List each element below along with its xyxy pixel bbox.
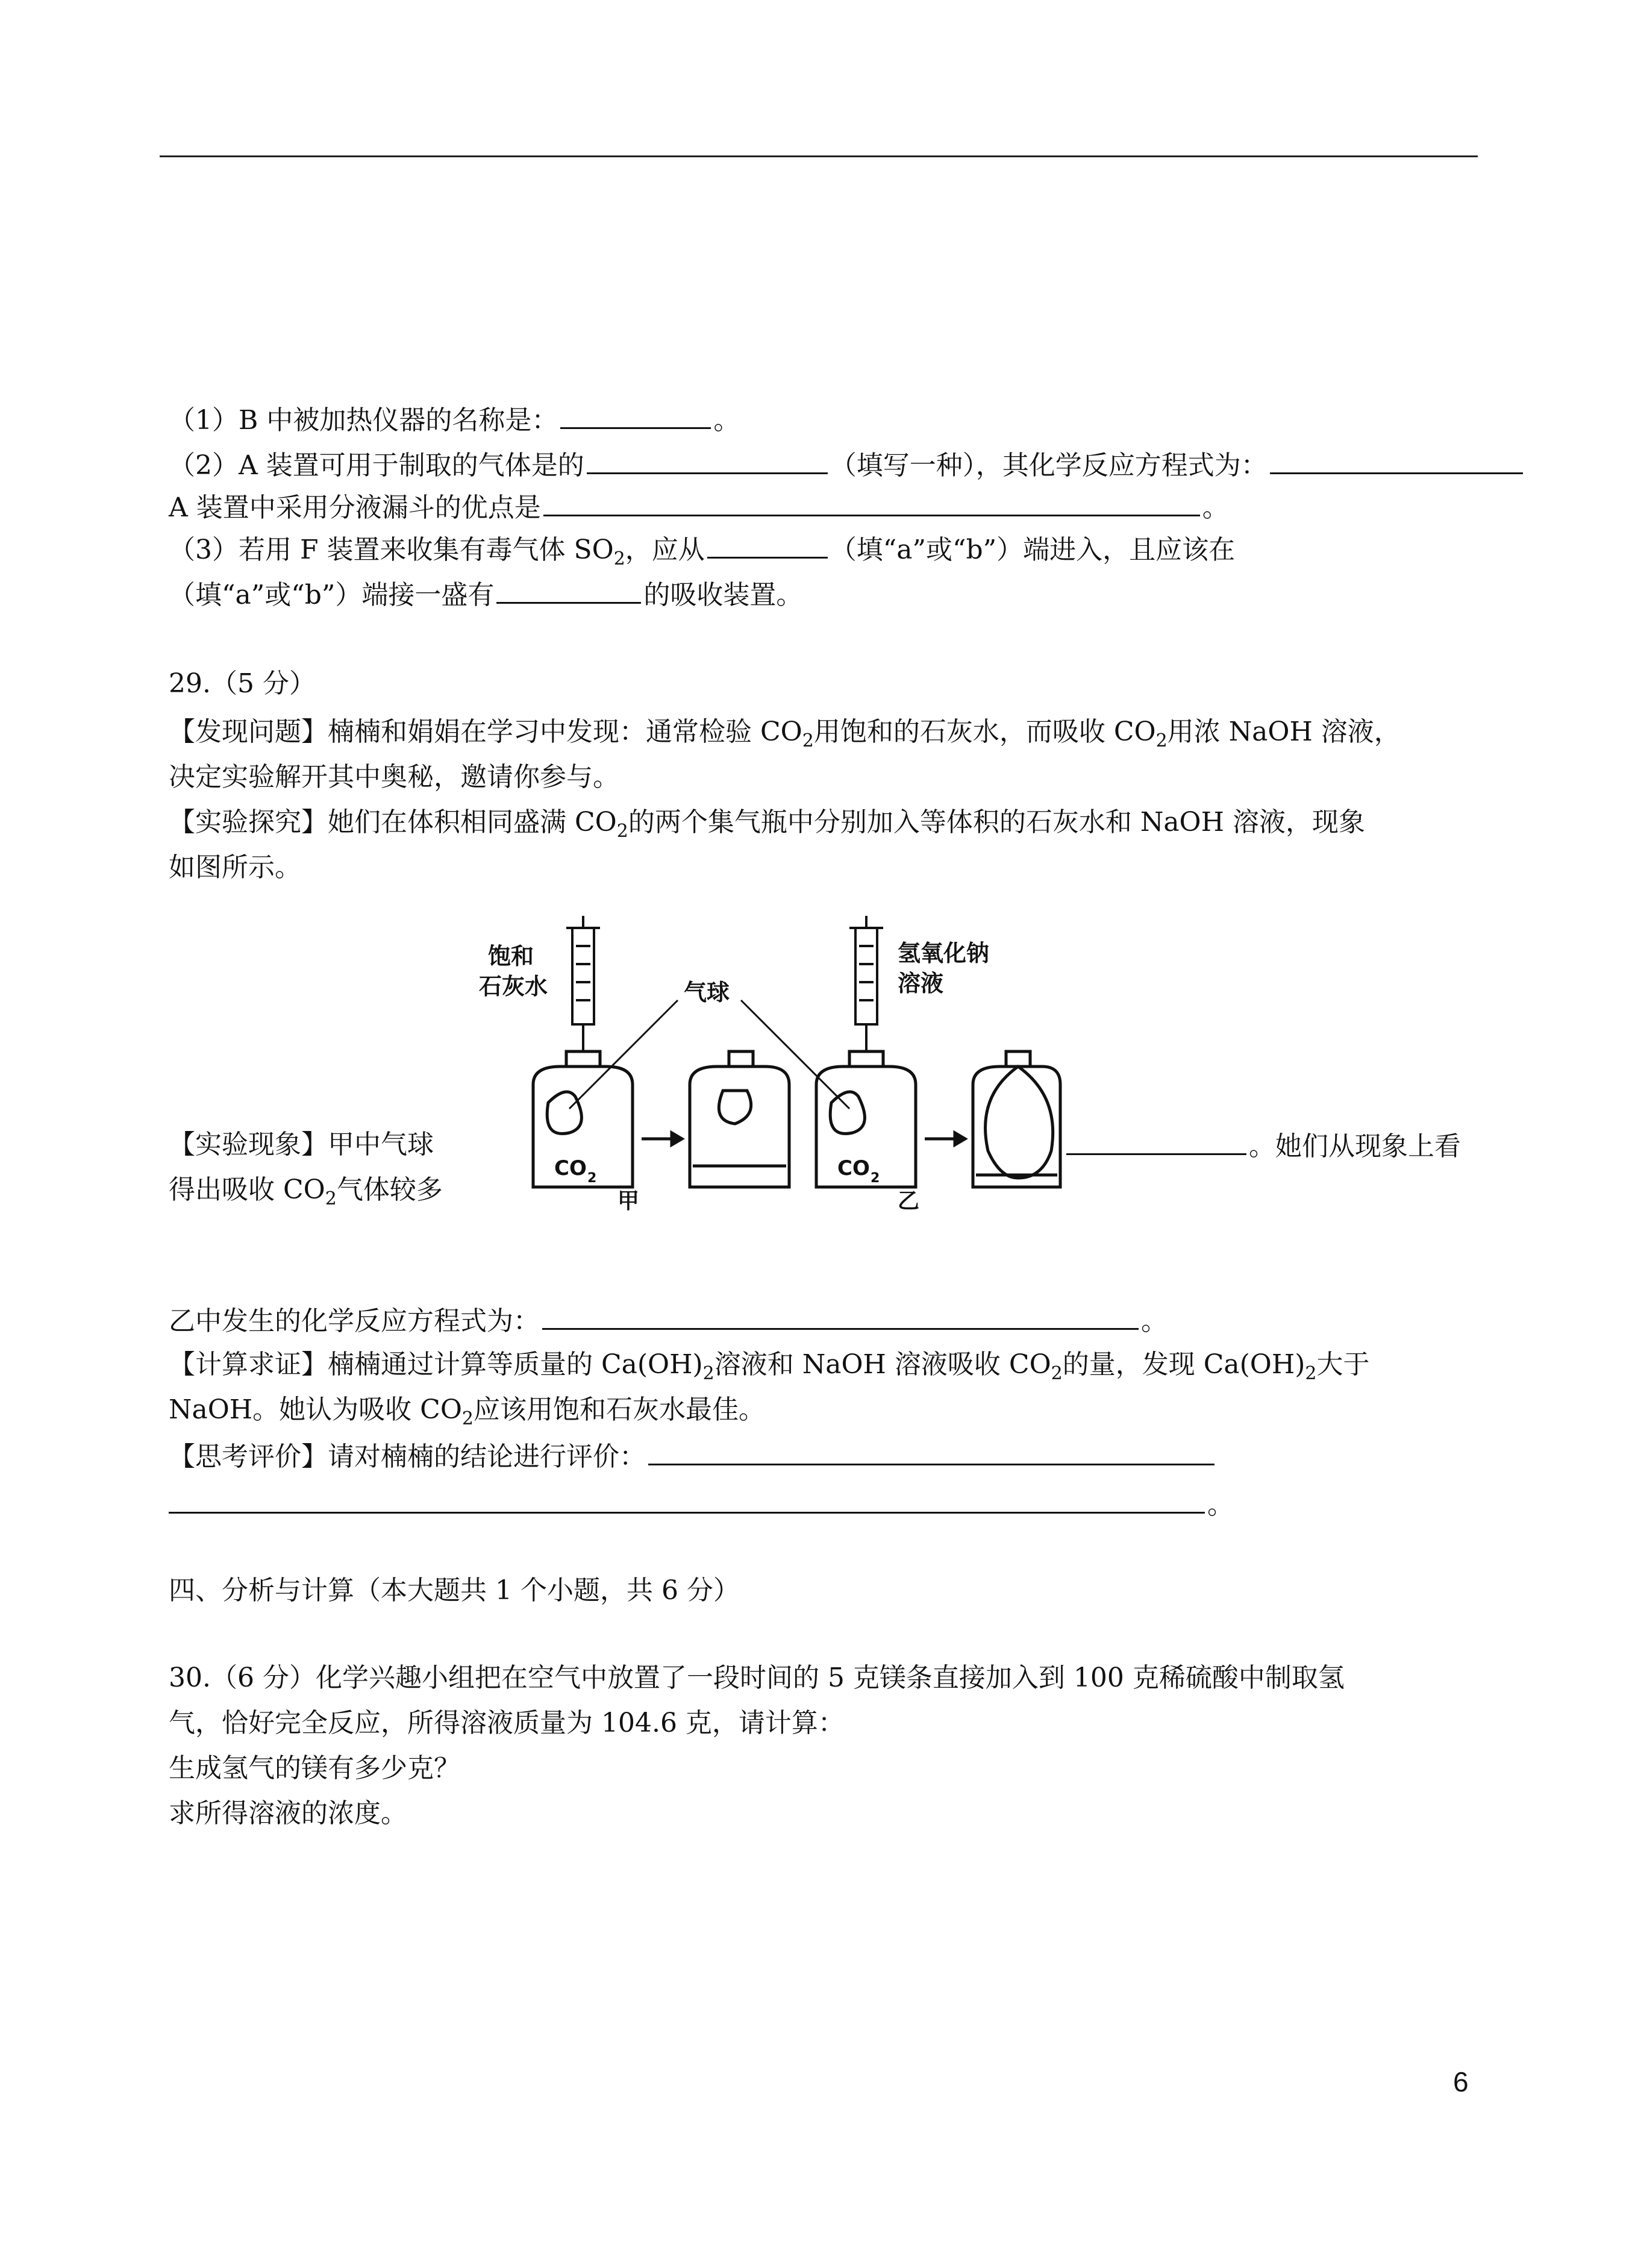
q28-part2: （2）A 装置可用于制取的气体是的 （填写一种），其化学反应方程式为：	[169, 446, 1525, 484]
q29-discover: 【发现问题】楠楠和娟娟在学习中发现：通常检验 $CO_2$用饱和的石灰水，而吸收 $CO_2$用浓 NaOH 溶液，	[169, 716, 1401, 751]
answer-blank[interactable]	[1270, 446, 1523, 474]
experiment-figure	[464, 910, 1066, 1211]
label-co2-jia-sub: 2	[587, 1171, 597, 1186]
q29-equation: 乙中发生的化学反应方程式为： 。	[169, 1302, 1168, 1339]
q29-header: 29.（5 分）	[169, 668, 316, 699]
q29-phenomenon-tail: 。她们从现象上看	[1051, 1127, 1461, 1165]
label-limewater-2: 石灰水	[479, 973, 548, 1000]
q29-discover-2: 决定实验解开其中奥秘，邀请你参与。	[169, 762, 619, 792]
label-co2-yi: CO	[837, 1156, 870, 1180]
q29-explore: 【实验探究】她们在体积相同盛满 $CO_2$的两个集气瓶中分别加入等体积的石灰水和 NaOH 溶液，现象	[169, 807, 1365, 842]
section-4-title: 四、分析与计算（本大题共 1 个小题，共 6 分）	[169, 1575, 740, 1606]
q28-part2b: A 装置中采用分液漏斗的优点是 。	[169, 488, 1229, 526]
label-co2-yi-sub: 2	[871, 1171, 880, 1186]
q28-part3: （3）若用 F 装置来收集有毒气体 $SO_2$，应从 （填“a”或“b”）端进入，且应该在	[169, 530, 1235, 577]
q29-eval-2: 。	[169, 1485, 1234, 1523]
answer-blank[interactable]	[560, 401, 711, 429]
label-naoh-1: 氢氧化钠	[898, 940, 990, 966]
q30-line4: 求所得溶液的浓度。	[169, 1798, 407, 1829]
q29-phenomenon: 【实验现象】甲中气球	[169, 1129, 434, 1160]
header-rule	[160, 155, 1478, 157]
answer-blank[interactable]	[496, 575, 641, 604]
q30-line1: 30.（6 分）化学兴趣小组把在空气中放置了一段时间的 5 克镁条直接加入到 100 克稀硫酸中制取氢	[169, 1662, 1345, 1693]
page-number: 6	[1453, 2066, 1469, 2097]
label-balloon: 气球	[684, 979, 730, 1006]
label-jia: 甲	[617, 1189, 640, 1211]
answer-blank[interactable]	[648, 1437, 1215, 1465]
q28-part3b: （填“a”或“b”）端接一盛有 的吸收装置。	[169, 575, 802, 613]
answer-blank[interactable]	[707, 530, 828, 559]
answer-blank[interactable]	[543, 488, 1200, 516]
answer-blank[interactable]	[542, 1302, 1139, 1330]
answer-blank[interactable]	[169, 1485, 1205, 1514]
q29-eval: 【思考评价】请对楠楠的结论进行评价：	[169, 1437, 1217, 1475]
answer-blank[interactable]	[587, 446, 828, 474]
answer-blank[interactable]	[1054, 1127, 1246, 1155]
label-naoh-2: 溶液	[898, 970, 944, 997]
q30-line3: 生成氢气的镁有多少克？	[169, 1753, 460, 1784]
experiment-diagram	[464, 910, 1066, 1211]
q29-calc-2: NaOH。她认为吸收 $CO_2$应该用饱和石灰水最佳。	[169, 1394, 765, 1429]
q29-phenomenon-2: 得出吸收 $CO_2$气体较多	[169, 1174, 443, 1209]
label-yi: 乙	[898, 1189, 920, 1211]
label-limewater-1: 饱和	[488, 943, 534, 970]
label-co2-jia: CO	[554, 1156, 587, 1180]
q29-calc: 【计算求证】楠楠通过计算等质量的 $Ca(OH)_2$溶液和 NaOH 溶液吸收 $CO_2$的量，发现 $Ca(OH)_2$大于	[169, 1349, 1370, 1384]
q29-explore-2: 如图所示。	[169, 852, 301, 883]
q30-line2: 气，恰好完全反应，所得溶液质量为 104.6 克，请计算：	[169, 1708, 845, 1738]
q28-part1: （1）B 中被加热仪器的名称是： 。	[169, 401, 740, 439]
